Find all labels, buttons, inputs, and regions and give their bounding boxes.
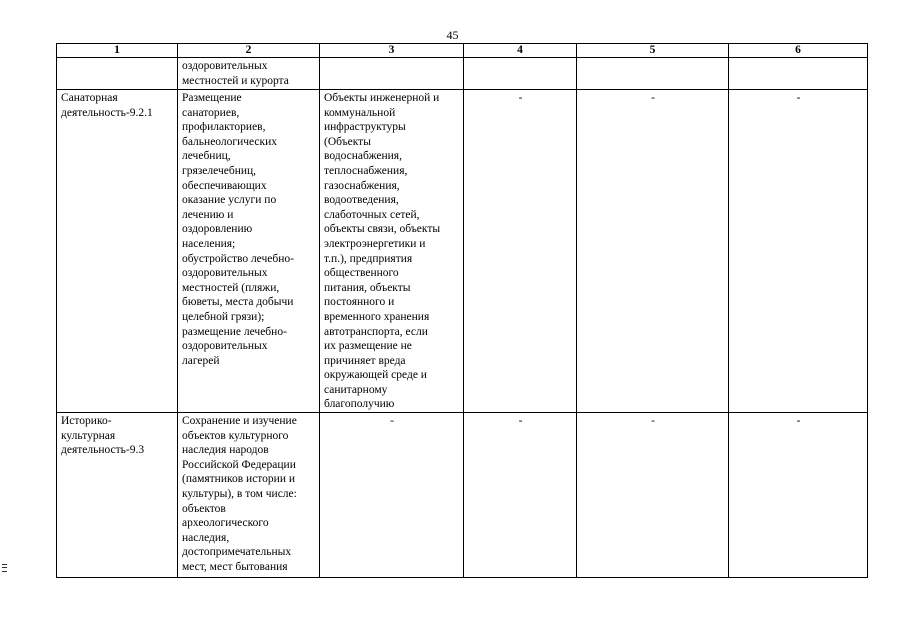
cell-description [178, 413, 320, 578]
cell-text-line: Сохранение и изучение [182, 415, 297, 428]
cell-text-line: наследия народов [182, 444, 269, 457]
cell-text-line: оздоровительных [182, 340, 268, 353]
cell-text-line: объектов культурного [182, 429, 289, 442]
cell-text-line: оказание услуги по [182, 194, 277, 207]
cell-col4 [464, 58, 577, 90]
cell-auxiliary-use: - [320, 413, 464, 578]
table-row-continuation [57, 58, 868, 90]
cell-lines [61, 414, 174, 458]
cell-lines [324, 91, 460, 412]
cell-text-line: причиняет вреда [324, 354, 406, 367]
column-header-2: 2 [178, 44, 320, 58]
column-header-3: 3 [320, 44, 464, 58]
cell-col6: - [729, 90, 868, 413]
cell-text-line: размещение лечебно- [182, 325, 287, 338]
cell-text-line: Размещение [182, 92, 242, 104]
cell-text-line: Российской Федерации [182, 458, 296, 471]
cell-auxiliary-use [320, 58, 464, 90]
cell-text-line: достопримечательных [182, 546, 292, 559]
cell-text-line: питания, объекты [324, 281, 411, 294]
cell-text-line: оздоровительных [182, 267, 268, 280]
scan-edge-mark [2, 564, 7, 572]
cell-text-line: культурная [61, 429, 116, 442]
cell-text-line: культуры), в том числе: [182, 488, 297, 501]
cell-text-line: деятельность-9.3 [61, 444, 145, 457]
cell-text-line: лагерей [182, 354, 220, 367]
cell-col5 [577, 58, 729, 90]
cell-text-line: инфраструктуры [324, 121, 406, 134]
header-row [57, 44, 868, 58]
cell-text-line: санаториев, [182, 106, 240, 119]
cell-text-line: оздоровлению [182, 223, 253, 236]
column-header-1: 1 [57, 44, 178, 58]
cell-text-line: санитарному [324, 383, 388, 396]
cell-text-line: оздоровительных [182, 60, 268, 72]
cell-text-line: т.п.), предприятия [324, 252, 413, 265]
cell-text-line: обустройство лечебно- [182, 252, 294, 265]
cell-col6 [729, 58, 868, 90]
cell-auxiliary-use [320, 90, 464, 413]
cell-col4: - [464, 90, 577, 413]
cell-text-line: (Объекты [324, 135, 371, 148]
cell-text-line: деятельность-9.2.1 [61, 106, 153, 119]
cell-activity [57, 58, 178, 90]
column-header-4: 4 [464, 44, 577, 58]
table-row-sanatorium [57, 90, 868, 413]
cell-text-line: лечебниц, [182, 150, 231, 163]
cell-text-line: объекты связи, объекты [324, 223, 441, 236]
cell-activity [57, 90, 178, 413]
cell-text-line: профилакториев, [182, 121, 266, 134]
table-row-historical-cultural [57, 413, 868, 578]
cell-text-line: археологического [182, 517, 269, 530]
cell-text-line: постоянного и [324, 296, 395, 309]
cell-text-line: газоснабжения, [324, 179, 400, 192]
cell-text-line: объектов [182, 502, 226, 515]
cell-text-line: бюветы, места добычи [182, 296, 294, 309]
cell-lines [182, 59, 316, 88]
cell-text-line: местностей (пляжи, [182, 281, 280, 294]
cell-text-line: окружающей среде и [324, 369, 427, 382]
cell-text-line: временного хранения [324, 310, 430, 323]
cell-text-line: населения; [182, 237, 236, 250]
cell-activity [57, 413, 178, 578]
cell-text-line: Историко- [61, 415, 112, 428]
cell-description [178, 90, 320, 413]
cell-text-line: слаботочных сетей, [324, 208, 420, 221]
cell-text-line: наследия, [182, 531, 230, 544]
cell-lines [182, 414, 316, 575]
cell-col6: - [729, 413, 868, 578]
cell-text-line: благополучию [324, 398, 395, 411]
cell-text-line: автотранспорта, если [324, 325, 428, 338]
cell-text-line: их размещение не [324, 340, 412, 353]
cell-description [178, 58, 320, 90]
cell-text-line: лечению и [182, 208, 234, 221]
cell-text-line: водоснабжения, [324, 150, 402, 163]
cell-col5: - [577, 413, 729, 578]
cell-text-line: электроэнергетики и [324, 237, 426, 250]
cell-text-line: водоотведения, [324, 194, 399, 207]
column-header-6: 6 [729, 44, 868, 58]
cell-col4: - [464, 413, 577, 578]
page-number: 45 [446, 28, 459, 42]
cell-text-line: коммунальной [324, 106, 396, 119]
cell-text-line: Санаторная [61, 92, 118, 104]
cell-col5: - [577, 90, 729, 413]
cell-lines [61, 91, 174, 120]
cell-text-line: Объекты инженерной и [324, 92, 440, 104]
cell-text-line: целебной грязи); [182, 310, 265, 323]
column-header-5: 5 [577, 44, 729, 58]
cell-text-line: грязелечебниц, [182, 164, 257, 177]
cell-text-line: местностей и курорта [182, 74, 289, 87]
land-use-table [56, 43, 868, 578]
cell-text-line: мест, мест бытования [182, 561, 288, 573]
cell-text-line: обеспечивающих [182, 179, 267, 192]
cell-lines [182, 91, 316, 368]
cell-text-line: общественного [324, 267, 399, 280]
cell-text-line: (памятников истории и [182, 473, 296, 486]
cell-text-line: бальнеологических [182, 135, 278, 148]
cell-text-line: теплоснабжения, [324, 164, 408, 177]
